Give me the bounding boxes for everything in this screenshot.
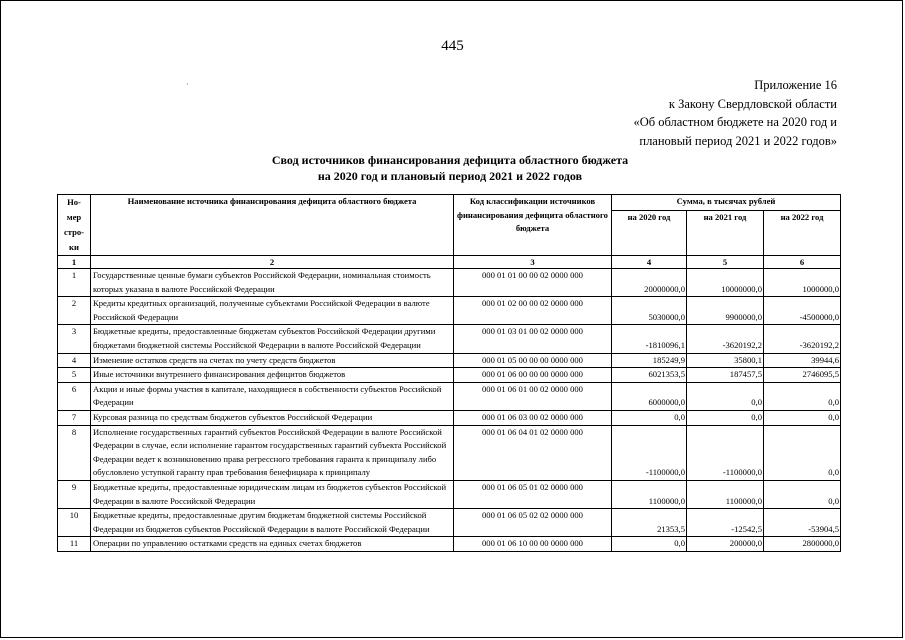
row-number: 9 — [58, 480, 91, 508]
source-name: Операции по управлению остатками средств на единых счетах бюджетов — [91, 537, 454, 552]
classification-code: 000 01 05 00 00 00 0000 000 — [454, 353, 612, 368]
amount-2021: 10000000,0 — [687, 269, 764, 297]
classification-code: 000 01 01 00 00 02 0000 000 — [454, 269, 612, 297]
amount-2022: 0,0 — [764, 425, 841, 480]
source-name: Бюджетные кредиты, предоставленные бюджетам субъектов Российской Федерации другими бюджетами бюджетной системы Российской Федерации в валюте Российской Федерации — [91, 325, 454, 353]
table-row — [58, 382, 841, 410]
amount-2020: 0,0 — [612, 410, 687, 425]
header-row-number: Но- мер стро- ки — [58, 195, 91, 256]
table-row — [58, 368, 841, 383]
classification-code: 000 01 06 10 00 00 0000 000 — [454, 537, 612, 552]
table-row — [58, 269, 841, 297]
header-year-2020: на 2020 год — [612, 211, 687, 256]
column-number: 4 — [612, 256, 687, 269]
amount-2022: 0,0 — [764, 410, 841, 425]
appendix-line-1: Приложение 16 — [754, 78, 837, 92]
classification-code: 000 01 06 04 01 02 0000 000 — [454, 425, 612, 480]
appendix-line-3: «Об областном бюджете на 2020 год и — [633, 115, 837, 129]
amount-2021: 187457,5 — [687, 368, 764, 383]
header-sum: Сумма, в тысячах рублей — [612, 195, 841, 211]
amount-2021: 35800,1 — [687, 353, 764, 368]
column-number: 1 — [58, 256, 91, 269]
amount-2022: -53904,5 — [764, 509, 841, 537]
amount-2021: -1100000,0 — [687, 425, 764, 480]
column-number: 5 — [687, 256, 764, 269]
table-row — [58, 410, 841, 425]
amount-2021: 1100000,0 — [687, 480, 764, 508]
title-line-1: Свод источников финансирования дефицита областного бюджета — [271, 153, 629, 167]
amount-2021: -3620192,2 — [687, 325, 764, 353]
row-number: 2 — [58, 297, 91, 325]
classification-code: 000 01 06 05 01 02 0000 000 — [454, 480, 612, 508]
table-row — [58, 325, 841, 353]
appendix-header — [633, 76, 837, 150]
row-number: 3 — [58, 325, 91, 353]
amount-2022: -3620192,2 — [764, 325, 841, 353]
source-name: Исполнение государственных гарантий субъектов Российской Федерации в валюте Российской Федерации в случае, если исполнение гарантом государственных гарантий субъекта Российской Федерации ведет к возникновению права регрессного требования гаранта к принципалу либо обусловлено уступкой гаранту прав требования бенефициара к принципалу — [91, 425, 454, 480]
amount-2020: 21353,5 — [612, 509, 687, 537]
source-name: Иные источники внутреннего финансирования дефицитов бюджетов — [91, 368, 454, 383]
table-row — [58, 425, 841, 480]
source-name: Кредиты кредитных организаций, полученные субъектами Российской Федерации в валюте Российской Федерации — [91, 297, 454, 325]
row-number: 10 — [58, 509, 91, 537]
source-name: Бюджетные кредиты, предоставленные юридическим лицам из бюджетов субъектов Российской Федерации в валюте Российской Федерации — [91, 480, 454, 508]
row-number: 5 — [58, 368, 91, 383]
table-row — [58, 480, 841, 508]
source-name: Курсовая разница по средствам бюджетов субъектов Российской Федерации — [91, 410, 454, 425]
source-name: Акции и иные формы участия в капитале, находящиеся в собственности субъектов Российской Федерации — [91, 382, 454, 410]
amount-2020: -1100000,0 — [612, 425, 687, 480]
column-number: 6 — [764, 256, 841, 269]
table-row — [58, 537, 841, 552]
table-header-row-1 — [58, 195, 841, 211]
amount-2020: -1810096,1 — [612, 325, 687, 353]
amount-2020: 6000000,0 — [612, 382, 687, 410]
classification-code: 000 01 06 00 00 00 0000 000 — [454, 368, 612, 383]
amount-2020: 185249,9 — [612, 353, 687, 368]
document-title — [150, 153, 750, 184]
header-year-2021: на 2021 год — [687, 211, 764, 256]
row-number: 7 — [58, 410, 91, 425]
financing-sources-table — [57, 194, 841, 552]
classification-code: 000 01 06 01 00 02 0000 000 — [454, 382, 612, 410]
amount-2021: -12542,5 — [687, 509, 764, 537]
amount-2021: 200000,0 — [687, 537, 764, 552]
appendix-line-2: к Закону Свердловской области — [668, 96, 837, 111]
row-number: 4 — [58, 353, 91, 368]
header-classification-code: Код классификации источников финансирования дефицита областного бюджета — [454, 195, 612, 256]
amount-2022: -4500000,0 — [764, 297, 841, 325]
table-row — [58, 353, 841, 368]
row-number: 8 — [58, 425, 91, 480]
amount-2022: 39944,6 — [764, 353, 841, 368]
amount-2020: 20000000,0 — [612, 269, 687, 297]
appendix-line-4: плановый период 2021 и 2022 годов» — [639, 133, 837, 148]
amount-2020: 1100000,0 — [612, 480, 687, 508]
title-line-2: на 2020 год и плановый период 2021 и 2022 годов — [317, 168, 583, 183]
classification-code: 000 01 06 03 00 02 0000 000 — [454, 410, 612, 425]
column-number: 3 — [454, 256, 612, 269]
amount-2022: 0,0 — [764, 382, 841, 410]
page-number: 445 — [441, 38, 464, 54]
amount-2021: 0,0 — [687, 410, 764, 425]
header-year-2022: на 2022 год — [764, 211, 841, 256]
source-name: Государственные ценные бумаги субъектов Российской Федерации, номинальная стоимость которых указана в валюте Российской Федерации — [91, 269, 454, 297]
amount-2022: 2800000,0 — [764, 537, 841, 552]
scan-speck: · — [186, 80, 189, 89]
classification-code: 000 01 06 05 02 02 0000 000 — [454, 509, 612, 537]
header-source-name: Наименование источника финансирования дефицита областного бюджета — [91, 195, 454, 256]
column-number: 2 — [91, 256, 454, 269]
row-number: 11 — [58, 537, 91, 552]
amount-2020: 5030000,0 — [612, 297, 687, 325]
amount-2022: 1000000,0 — [764, 269, 841, 297]
table-row — [58, 297, 841, 325]
amount-2020: 6021353,5 — [612, 368, 687, 383]
source-name: Бюджетные кредиты, предоставленные другим бюджетам бюджетной системы Российской Федерации из бюджетов субъектов Российской Федерации в валюте Российской Федерации — [91, 509, 454, 537]
amount-2022: 0,0 — [764, 480, 841, 508]
classification-code: 000 01 03 01 00 02 0000 000 — [454, 325, 612, 353]
row-number: 1 — [58, 269, 91, 297]
row-number: 6 — [58, 382, 91, 410]
column-numbers-row — [58, 256, 841, 269]
amount-2020: 0,0 — [612, 537, 687, 552]
classification-code: 000 01 02 00 00 02 0000 000 — [454, 297, 612, 325]
source-name: Изменение остатков средств на счетах по учету средств бюджетов — [91, 353, 454, 368]
amount-2021: 9900000,0 — [687, 297, 764, 325]
table-body — [58, 269, 841, 552]
table-row — [58, 509, 841, 537]
amount-2021: 0,0 — [687, 382, 764, 410]
amount-2022: 2746095,5 — [764, 368, 841, 383]
